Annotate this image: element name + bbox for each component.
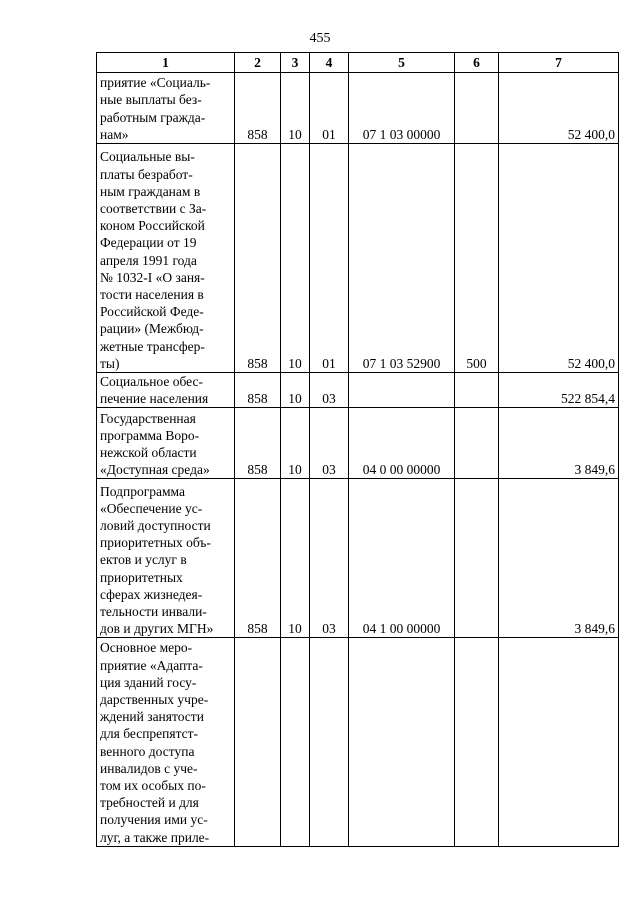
row-code-2: 858 (235, 73, 281, 144)
row-code-6 (455, 73, 499, 144)
col-header-2: 2 (235, 53, 281, 73)
col-header-3: 3 (281, 53, 310, 73)
col-header-6: 6 (455, 53, 499, 73)
row-description: Социальное обес- печение населения (97, 373, 235, 408)
row-code-4: 01 (310, 144, 349, 373)
table-row (97, 73, 619, 144)
row-amount: 3 849,6 (499, 408, 619, 479)
row-code-6: 500 (455, 144, 499, 373)
col-header-1: 1 (97, 53, 235, 73)
row-amount: 52 400,0 (499, 144, 619, 373)
row-amount (499, 638, 619, 847)
row-amount: 52 400,0 (499, 73, 619, 144)
row-code-6 (455, 479, 499, 638)
row-code-6 (455, 638, 499, 847)
row-code-3: 10 (281, 373, 310, 408)
row-code-2: 858 (235, 144, 281, 373)
row-code-4 (310, 638, 349, 847)
row-code-4: 03 (310, 479, 349, 638)
table-row (97, 638, 619, 847)
row-description: приятие «Социаль- ные выплаты без- работным гражда- нам» (97, 73, 235, 144)
table-row (97, 373, 619, 408)
row-code-2: 858 (235, 408, 281, 479)
row-code-2: 858 (235, 479, 281, 638)
row-code-5: 04 1 00 00000 (349, 479, 455, 638)
budget-table (96, 52, 619, 847)
row-code-3: 10 (281, 144, 310, 373)
row-code-5: 04 0 00 00000 (349, 408, 455, 479)
col-header-5: 5 (349, 53, 455, 73)
row-code-3: 10 (281, 73, 310, 144)
row-code-2 (235, 638, 281, 847)
row-code-3 (281, 638, 310, 847)
row-description: Основное меро- приятие «Адапта- ция зданий госу- дарственных учре- ждений занятости для беспрепятст- венного доступа инвалидов с уче- том их особых по- требностей и для получения ими ус- луг, а также приле- (97, 638, 235, 847)
header-row (97, 53, 619, 73)
col-header-7: 7 (499, 53, 619, 73)
row-code-4: 03 (310, 408, 349, 479)
row-code-5 (349, 373, 455, 408)
row-amount: 3 849,6 (499, 479, 619, 638)
table-row (97, 408, 619, 479)
row-code-4: 03 (310, 373, 349, 408)
row-amount: 522 854,4 (499, 373, 619, 408)
row-description: Социальные вы- платы безработ- ным гражданам в соответствии с За- коном Российской Федерации от 19 апреля 1991 года № 1032-I «О заня- тости населения в Российской Феде- рации» (Межбюд- жетные трансфер- ты) (97, 144, 235, 373)
row-code-6 (455, 408, 499, 479)
col-header-4: 4 (310, 53, 349, 73)
row-code-6 (455, 373, 499, 408)
table-row (97, 479, 619, 638)
row-code-3: 10 (281, 479, 310, 638)
row-code-5: 07 1 03 52900 (349, 144, 455, 373)
row-code-3: 10 (281, 408, 310, 479)
row-code-5: 07 1 03 00000 (349, 73, 455, 144)
row-code-4: 01 (310, 73, 349, 144)
row-description: Подпрограмма «Обеспечение ус- ловий доступности приоритетных объ- ектов и услуг в приоритетных сферах жизнедея- тельности инвали- дов и других МГН» (97, 479, 235, 638)
row-code-2: 858 (235, 373, 281, 408)
page-number: 455 (309, 31, 331, 46)
row-description: Государственная программа Воро- нежской области «Доступная среда» (97, 408, 235, 479)
table-row (97, 144, 619, 373)
row-code-5 (349, 638, 455, 847)
